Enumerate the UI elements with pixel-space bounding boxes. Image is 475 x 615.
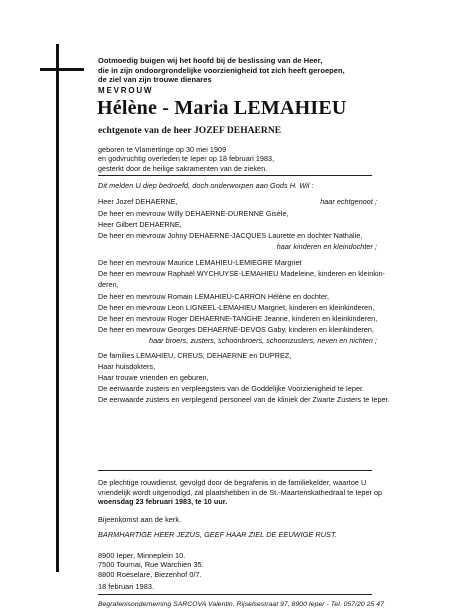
divider [98, 470, 372, 471]
family-line: De heer en mevrouw Roger DEHAERNE-TANGHE Jeanne, kinderen en kleinkinderen, [98, 314, 378, 323]
family-line: Haar huisdokters, [98, 362, 156, 371]
birth-death-details [98, 145, 274, 173]
funeral-line: vriendelijk wordt uitgenodigd, zal plaatshebben in de St.-Maartenskathedraal te Ieper op [98, 487, 383, 497]
intro-text [98, 56, 345, 85]
undertaker-line: Begrafenisonderneming SARCOVA Valentin, Rijselsestraat 97, 8900 Ieper - Tel. 057/20 25 47 [98, 601, 384, 608]
deceased-name: Hélène - Maria LEMAHIEU [97, 97, 347, 119]
address-line: 8900 Ieper, Minneplein 10. [98, 551, 186, 560]
family-role: haar echtgenoot ; [320, 197, 377, 206]
family-role: haar kinderen en kleindochter ; [276, 242, 377, 251]
family-line: De heer en mevrouw Leon LIGNEEL-LEMAHIEU Margriet, kinderen en kleinkinderen, [98, 303, 375, 312]
family-line: De eerwaarde zusters en verplegend personeel van de kliniek der Zwarte Zusters te Ieper. [98, 395, 390, 404]
family-line: De families LEMAHIEU, CREUS, DEHAERNE en DUPREZ, [98, 351, 292, 360]
intro-line: de ziel van zijn trouwe dienares [98, 75, 212, 84]
address-line: 7500 Tournai, Rue Warchien 35. [98, 560, 204, 570]
family-line: De eerwaarde zusters en verpleegsters van de Goddelijke Voorzienigheid te Ieper. [98, 384, 365, 393]
family-line: Heer Gilbert DEHAERNE, [98, 220, 182, 229]
gathering-text: Bijeenkomst aan de kerk. [98, 515, 182, 524]
family-line: Heer Jozef DEHAERNE, [98, 197, 178, 206]
funeral-line: De plechtige rouwdienst, gevolgd door de begrafenis in de familiekelder, waartoe U [98, 478, 367, 487]
born-line: gesterkt door de heilige sakramenten van de zieken. [98, 163, 268, 173]
family-line: De heer en mevrouw Romain LEMAHIEU-CARRON Hélène en dochter, [98, 292, 330, 301]
family-line: De heer en mevrouw Maurice LEMAHIEU-LEMIEGRE Margriet [98, 258, 302, 267]
title-word: MEVROUW [98, 86, 154, 95]
family-line: deren, [98, 280, 119, 289]
divider [98, 175, 372, 176]
family-role: haar broers, zusters, schoonbroers, schoonzusters, neven en nichten ; [149, 336, 377, 345]
family-line: De heer en mevrouw Johny DEHAERNE-JACQUES Laurette en dochter Nathalie, [98, 231, 363, 240]
cross-icon-horizontal [40, 68, 84, 71]
notice-date: 18 februari 1983. [98, 582, 155, 591]
born-line: geboren te Vlamertinge op 30 mei 1909 [98, 145, 227, 154]
cross-icon-vertical [56, 44, 59, 572]
address-line: 8800 Roeselare, Biezenhof 0/7. [98, 569, 202, 579]
family-line: De heer en mevrouw Georges DEHAERNE-DEVOS Gaby, kinderen en kleinkinderen, [98, 325, 375, 334]
family-line: De heer en mevrouw Willy DEHAERNE-DURENNE Gisèle, [98, 209, 289, 218]
funeral-details [98, 478, 382, 507]
divider [98, 594, 372, 595]
intro-line: Ootmoedig buigen wij het hoofd bij de beslissing van de Heer, [98, 56, 323, 65]
notice-line: Dit melden U diep bedroefd, doch onderworpen aan Gods H. Wil : [98, 181, 314, 190]
family-line: De heer en mevrouw Raphaël WYCHUYSE-LEMAHIEU Madeleine, kinderen en kleinkin- [98, 269, 386, 278]
addresses [98, 551, 204, 579]
intro-line: die in zijn ondoorgrondelijke voorzienigheid tot zich heeft geroepen, [98, 65, 345, 75]
born-line: en godvruchtig overleden te Ieper op 18 februari 1983, [98, 154, 275, 164]
prayer-text: BARMHARTIGE HEER JEZUS, GEEF HAAR ZIEL DE EEUWIGE RUST. [98, 530, 337, 539]
funeral-line: woensdag 23 februari 1983, te 10 uur. [98, 497, 228, 507]
family-line: Haar trouwe vrienden en geburen, [98, 373, 209, 382]
spouse-line: echtgenote van de heer JOZEF DEHAERNE [98, 126, 282, 136]
